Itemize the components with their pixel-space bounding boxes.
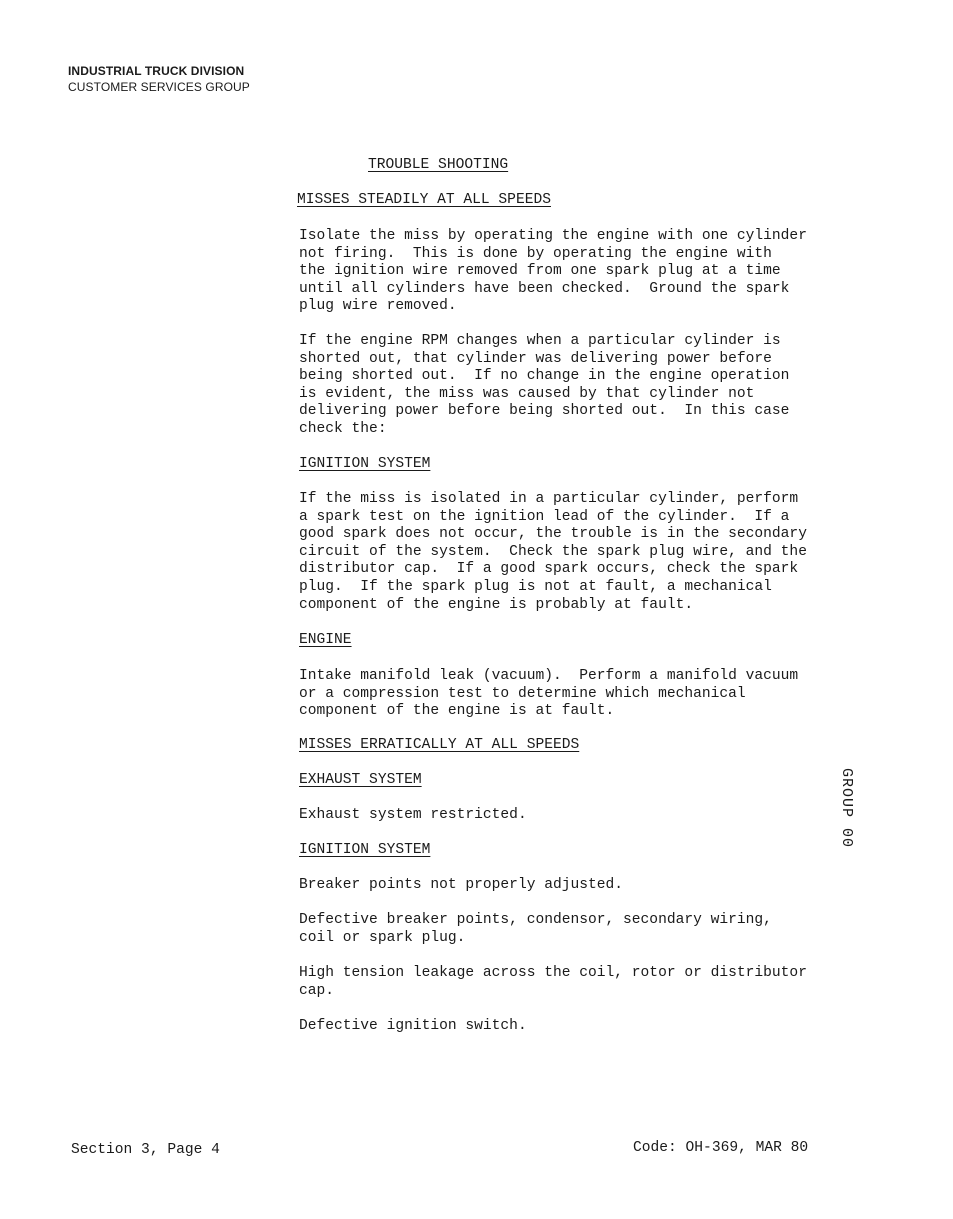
subheading-ignition-system: IGNITION SYSTEM [299, 456, 431, 472]
paragraph-isolate-miss: Isolate the miss by operating the engine with one cylinder not firing. This is done by operating the engine with the ignition wire removed from one spark plug at a time until all cylinders have been checked. Ground the spark plug wire removed. [299, 228, 807, 315]
division-name: INDUSTRIAL TRUCK DIVISION [68, 64, 245, 78]
group-name: CUSTOMER SERVICES GROUP [68, 80, 250, 94]
subheading-exhaust-system: EXHAUST SYSTEM [299, 772, 422, 788]
section-heading-misses-steadily: MISSES STEADILY AT ALL SPEEDS [297, 192, 551, 208]
group-side-tab: GROUP 00 [838, 768, 855, 849]
paragraph-rpm-changes: If the engine RPM changes when a particular cylinder is shorted out, that cylinder was delivering power before being shorted out. If no change in the engine operation is evident, the miss was caused by that cylinder not delivering power before being shorted out. In this case check the: [299, 333, 790, 437]
page-title: TROUBLE SHOOTING [368, 157, 509, 173]
subheading-ignition-system-2: IGNITION SYSTEM [299, 842, 431, 858]
paragraph-breaker-points: Breaker points not properly adjusted. [299, 877, 624, 893]
footer-code: Code: OH-369, MAR 80 [633, 1140, 809, 1156]
paragraph-high-tension: High tension leakage across the coil, rotor or distributor cap. [299, 965, 807, 999]
paragraph-intake-manifold: Intake manifold leak (vacuum). Perform a manifold vacuum or a compression test to determine which mechanical component of the engine is at fault. [299, 668, 799, 720]
paragraph-defective-points: Defective breaker points, condensor, secondary wiring, coil or spark plug. [299, 912, 772, 946]
section-heading-misses-erratically: MISSES ERRATICALLY AT ALL SPEEDS [299, 737, 580, 753]
paragraph-ignition-switch: Defective ignition switch. [299, 1018, 527, 1034]
subheading-engine: ENGINE [299, 632, 352, 648]
paragraph-exhaust-restricted: Exhaust system restricted. [299, 807, 527, 823]
footer-page-number: Section 3, Page 4 [71, 1142, 220, 1158]
paragraph-spark-test: If the miss is isolated in a particular cylinder, perform a spark test on the ignition lead of the cylinder. If a good spark does not occur, the trouble is in the secondary circuit of the system. Check the spark plug wire, and the distributor cap. If a good spark occurs, check the spark plug. If the spark plug is not at fault, a mechanical component of the engine is probably at fault. [299, 491, 807, 613]
document-header [68, 63, 250, 95]
